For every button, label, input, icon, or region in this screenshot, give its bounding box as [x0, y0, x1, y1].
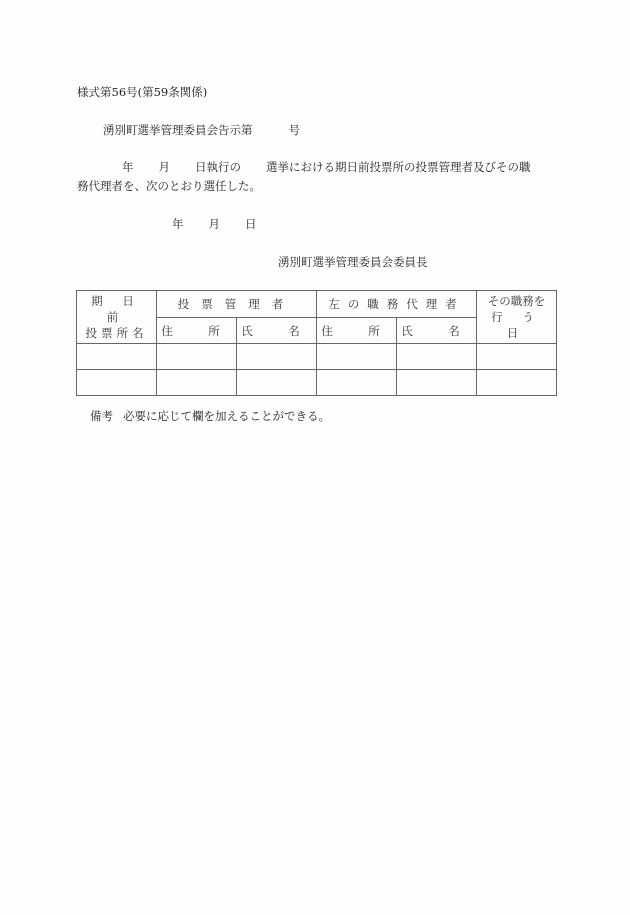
notice-title-prefix: 湧別町選挙管理委員会告示第: [103, 123, 253, 137]
date-year: 年: [172, 217, 184, 231]
header-manager-name: 氏 名: [237, 318, 317, 344]
table-row: [77, 344, 557, 370]
remark-text: 必要に応じて欄を加えることができる。: [123, 409, 330, 423]
header-duty-day-line1: その職務を: [487, 294, 546, 308]
body-month: 月: [158, 160, 170, 174]
notice-date: [172, 217, 257, 231]
notice-title-suffix: 号: [288, 123, 300, 137]
body-day: 日執行の: [195, 160, 241, 174]
body-text: 選挙における期日前投票所の投票管理者及びその職: [266, 160, 531, 174]
header-duty-day: [477, 291, 557, 344]
notice-body-line2: 務代理者を、次のとおり選任した。: [77, 179, 261, 193]
appointment-table: [76, 290, 557, 396]
cell-deputy-address: [317, 370, 397, 396]
remark: [90, 409, 330, 423]
body-year: 年: [122, 160, 134, 174]
cell-polling-place: [77, 344, 157, 370]
header-polling-place-line1: 期 日 前: [91, 294, 142, 324]
cell-duty-day: [477, 344, 557, 370]
header-manager-address: 住 所: [157, 318, 237, 344]
signer: 湧別町選挙管理委員会委員長: [278, 255, 428, 269]
cell-manager-address: [157, 370, 237, 396]
cell-deputy-address: [317, 344, 397, 370]
cell-manager-address: [157, 344, 237, 370]
header-polling-place: [77, 291, 157, 344]
header-polling-place-line2: 投票所名: [85, 326, 148, 340]
date-day: 日: [245, 217, 257, 231]
cell-duty-day: [477, 370, 557, 396]
header-manager-group: 投票管理者: [157, 291, 317, 318]
header-deputy-address: 住 所: [317, 318, 397, 344]
header-duty-day-line2: 行 う 日: [491, 310, 542, 340]
cell-manager-name: [237, 344, 317, 370]
cell-polling-place: [77, 370, 157, 396]
cell-manager-name: [237, 370, 317, 396]
remark-label: 備考: [90, 409, 113, 423]
notice-title: [103, 123, 300, 137]
cell-deputy-name: [397, 370, 477, 396]
header-deputy-name: 氏 名: [397, 318, 477, 344]
notice-body-line1: [77, 160, 531, 174]
date-month: 月: [208, 217, 220, 231]
form-label: 様式第56号(第59条関係): [77, 85, 208, 99]
cell-deputy-name: [397, 344, 477, 370]
table-row: [77, 370, 557, 396]
header-deputy-group: 左の職務代理者: [317, 291, 477, 318]
